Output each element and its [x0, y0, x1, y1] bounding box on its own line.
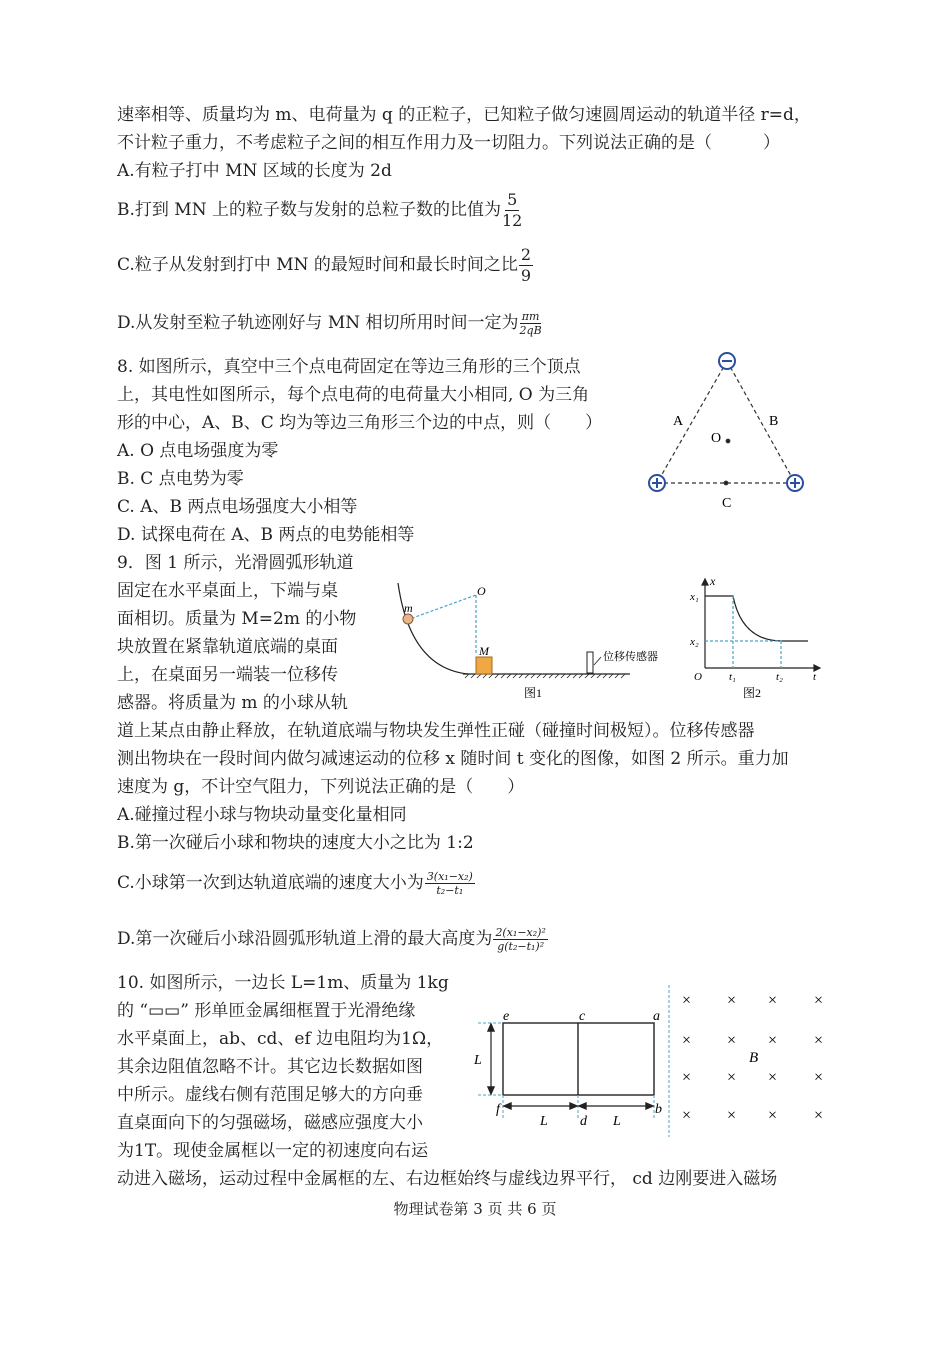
fig2-caption: 图2 [743, 686, 762, 700]
q9-line: 速度为 g，不计空气阻力，下列说法正确的是（ ） [117, 777, 525, 797]
fig1-M: M [479, 644, 489, 658]
q7-line: 不计粒子重力，不考虑粒子之间的相互作用力及一切阻力。下列说法正确的是（ ） [117, 133, 780, 153]
fig2-origin: O [694, 671, 702, 683]
cross-icon: × [768, 1032, 778, 1049]
cross-icon: × [814, 1107, 824, 1124]
q9-line: 固定在水平桌面上，下端与桌 [117, 581, 338, 601]
cross-icon: × [727, 992, 737, 1009]
label-c: C [722, 496, 732, 511]
q9-fig1 [398, 583, 630, 678]
length-l: L [540, 1114, 548, 1129]
numerator: 2 [520, 245, 532, 264]
denominator: g(t₂−t₁)² [497, 940, 545, 953]
q9-option-b: B.第一次碰后小球和物块的速度大小之比为 1:2 [117, 833, 474, 853]
option-text: B.打到 MN 上的粒子数与发射的总粒子数的比值为 [117, 200, 501, 220]
cross-icon: × [768, 992, 778, 1009]
fig1-o: O [477, 584, 486, 598]
fig2-t1: t₁ [729, 671, 736, 683]
q8-option: D. 试探电荷在 A、B 两点的电势能相等 [117, 525, 415, 545]
ball-icon [403, 614, 413, 624]
cross-icon: × [682, 1032, 692, 1049]
denominator: t₂−t₁ [436, 884, 464, 897]
q9-line: 道上某点由静止释放，在轨道底端与物块发生弹性正碰（碰撞时间极短）。位移传感器 [117, 721, 755, 741]
q10-line: 中所示。虚线右侧有范围足够大的方向垂 [117, 1085, 423, 1105]
numerator: 2(x₁−x₂)² [495, 926, 546, 939]
q10-frame-figure [478, 985, 669, 1137]
q9-option-a: A.碰撞过程小球与物块动量变化量相同 [117, 805, 407, 825]
page-footer: 物理试卷第 3 页 共 6 页 [393, 1200, 557, 1218]
denominator: 12 [502, 211, 523, 230]
fig1-m: m [404, 601, 413, 615]
corner-c: c [579, 1009, 586, 1024]
fig2-x2: x₂ [690, 636, 699, 648]
q9-fig2 [702, 579, 820, 671]
q9-line: 9．图 1 所示，光滑圆弧形轨道 [117, 553, 354, 573]
cross-icon: × [768, 1107, 778, 1124]
corner-b: b [655, 1102, 662, 1117]
label-a: A [673, 414, 684, 429]
cross-icon: × [682, 1107, 692, 1124]
fig2-x-axis: x [710, 574, 716, 588]
option-text: D.从发射至粒子轨迹刚好与 MN 相切所用时间一定为 [117, 313, 519, 333]
q8-line: 上，其电性如图所示，每个点电荷的电荷量大小相同, O 为三角 [117, 385, 590, 405]
cross-icon: × [727, 1107, 737, 1124]
denominator: 9 [520, 266, 532, 285]
fig1-caption: 图1 [524, 686, 543, 700]
numerator: 3(x₁−x₂) [426, 870, 473, 883]
length-l: L [474, 1053, 482, 1068]
cross-icon: × [768, 1069, 778, 1086]
q10-line: 为1T。现使金属框以一定的初速度向右运 [117, 1141, 429, 1161]
q10-line: 直桌面向下的匀强磁场，磁感应强度大小 [117, 1113, 423, 1133]
q10-line: 水平桌面上，ab、cd、ef 边电阻均为1Ω， [117, 1029, 444, 1049]
option-text: C.小球第一次到达轨道底端的速度大小为 [117, 873, 424, 893]
q9-line: 测出物块在一段时间内做匀减速运动的位移 x 随时间 t 变化的图像，如图 2 所示。重力加 [117, 749, 789, 769]
cross-icon: × [814, 1069, 824, 1086]
cross-icon: × [682, 992, 692, 1009]
cross-icon: × [727, 1032, 737, 1049]
q9-line: 块放置在紧靠轨道底端的桌面 [117, 637, 338, 657]
q9-line: 上，在桌面另一端装一位移传 [117, 665, 338, 685]
q7-line: 速率相等、质量均为 m、电荷量为 q 的正粒子，已知粒子做匀速圆周运动的轨道半径 r=d， [117, 105, 811, 125]
cross-icon: × [814, 992, 824, 1009]
q8-line: 形的中心，A、B、C 均为等边三角形三个边的中点，则（ ） [117, 413, 603, 433]
q7-option-a: A.有粒子打中 MN 区域的长度为 2d [117, 161, 392, 181]
fig1-sensor-label: 位移传感器 [603, 651, 658, 663]
label-o: O [711, 431, 722, 446]
cross-icon: × [727, 1069, 737, 1086]
denominator: 2qB [519, 324, 542, 337]
corner-d: d [580, 1114, 587, 1129]
numerator: 5 [507, 190, 518, 209]
q10-line: 10. 如图所示，一边长 L=1m、质量为 1kg [117, 973, 449, 993]
field-b-label: B [749, 1050, 759, 1066]
cross-icon: × [682, 1069, 692, 1086]
corner-a: a [653, 1009, 660, 1024]
corner-f: f [496, 1102, 500, 1117]
numerator: πm [521, 310, 540, 323]
length-l: L [613, 1114, 621, 1129]
fig2-x1: x₁ [690, 591, 699, 603]
option-text: C.粒子从发射到打中 MN 的最短时间和最长时间之比 [117, 255, 518, 275]
q8-option: B. C 点电势为零 [117, 469, 244, 489]
corner-e: e [503, 1009, 510, 1024]
q10-line: 的 “▭▭” 形单匝金属细框置于光滑绝缘 [117, 1001, 416, 1021]
q10-line: 其余边阻值忽略不计。其它边长数据如图 [117, 1057, 423, 1077]
cross-icon: × [814, 1032, 824, 1049]
option-text: D.第一次碰后小球沿圆弧形轨道上滑的最大高度为 [117, 929, 493, 949]
block-icon [476, 657, 492, 674]
q9-line: 面相切。质量为 M=2m 的小物 [117, 609, 357, 629]
fig2-t-axis: t [813, 671, 817, 683]
q10-line: 动进入磁场，运动过程中金属框的左、右边框始终与虚线边界平行， cd 边刚要进入磁场 [117, 1169, 778, 1189]
q8-option: C. A、B 两点电场强度大小相等 [117, 497, 358, 517]
fig2-t2: t₂ [776, 671, 783, 683]
q9-line: 感器。将质量为 m 的小球从轨 [117, 693, 348, 713]
label-b: B [769, 414, 779, 429]
q8-line: 8. 如图所示，真空中三个点电荷固定在等边三角形的三个顶点 [117, 357, 581, 377]
q8-option: A. O 点电场强度为零 [117, 441, 279, 461]
